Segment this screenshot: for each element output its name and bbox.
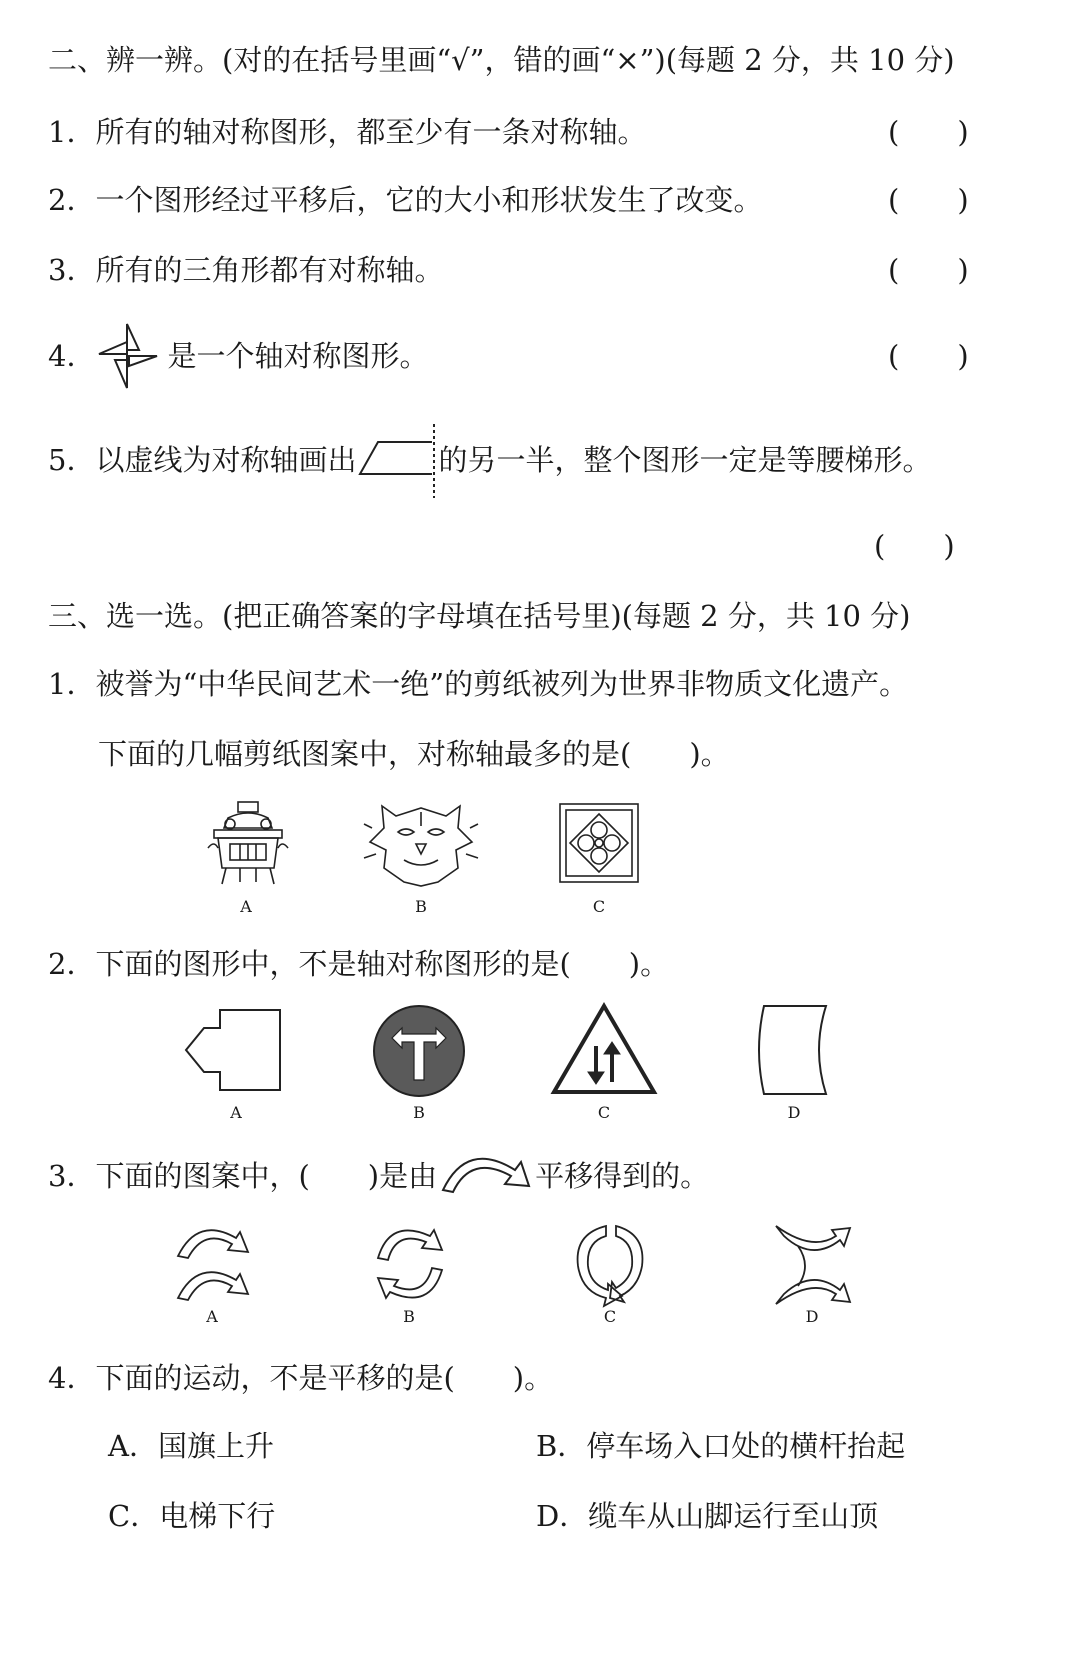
s3-q1-option-label: A [240, 897, 252, 916]
s3-q3-option-label: B [403, 1307, 415, 1326]
s3-q3-text-b: 平移得到的。 [535, 1159, 710, 1193]
curved-rectangle-shape [752, 1004, 832, 1096]
arrow-pattern-c [570, 1222, 650, 1308]
s2-q5-text-b: 的另一半，整个图形一定是等腰梯形。 [438, 443, 932, 477]
section-3-heading: 三、选一选。(把正确答案的字母填在括号里)(每题 2 分，共 10 分) [48, 599, 911, 633]
s2-q2-answer-blank[interactable]: ( ) [888, 183, 969, 217]
s3-q2-option-label: B [413, 1103, 425, 1122]
s3-q3-option-label: C [603, 1307, 617, 1326]
s3-q4-option-c: C．电梯下行 [108, 1499, 276, 1533]
s2-question-2: 2．一个图形经过平移后，它的大小和形状发生了改变。 [48, 183, 763, 217]
s3-question-1-line1: 1．被誉为“中华民间艺术一绝”的剪纸被列为世界非物质文化遗产。 [48, 667, 909, 701]
s2-question-3: 3．所有的三角形都有对称轴。 [48, 253, 444, 287]
s2-q3-answer-blank[interactable]: ( ) [888, 253, 969, 287]
section-2-heading: 二、辨一辨。(对的在括号里画“√”，错的画“×”)(每题 2 分，共 10 分) [48, 43, 955, 77]
s3-q3-text-a: 3．下面的图案中，( )是由 [48, 1159, 438, 1193]
arrow-pattern-d [772, 1222, 852, 1308]
s2-q4-answer-blank[interactable]: ( ) [888, 339, 969, 373]
s2-q5-text-a: 5．以虚线为对称轴画出 [48, 443, 357, 477]
s2-question-1: 1．所有的轴对称图形，都至少有一条对称轴。 [48, 115, 647, 149]
s3-q3-option-label: D [805, 1307, 819, 1326]
arrow-pattern-a [174, 1222, 254, 1308]
s3-q2-option-label: C [597, 1103, 611, 1122]
two-way-traffic-sign-icon [550, 1002, 658, 1096]
s3-q2-option-label: D [787, 1103, 801, 1122]
pinwheel-figure [95, 338, 167, 378]
s2-question-4 [48, 336, 428, 378]
papercut-vessel-figure [200, 798, 296, 888]
s3-q4-option-a: A．国旗上升 [108, 1429, 274, 1463]
s3-question-2: 2．下面的图形中，不是轴对称图形的是( )。 [48, 947, 670, 981]
s3-q2-option-label: A [230, 1103, 242, 1122]
papercut-square-figure [558, 802, 640, 884]
s3-question-4: 4．下面的运动，不是平移的是( )。 [48, 1361, 554, 1395]
s2-q5-answer-blank[interactable]: ( ) [874, 529, 955, 563]
arrow-pattern-b [370, 1222, 450, 1308]
s2-q1-answer-blank[interactable]: ( ) [888, 115, 969, 149]
s3-q3-option-label: A [206, 1307, 218, 1326]
s3-question-1-line2: 下面的几幅剪纸图案中，对称轴最多的是( )。 [98, 737, 730, 771]
half-trapezoid-figure [356, 442, 438, 482]
s3-q4-option-d: D．缆车从山脚运行至山顶 [536, 1499, 879, 1533]
arrow-house-shape [184, 1008, 284, 1092]
road-sign-turn-icon [372, 1004, 466, 1098]
s2-q4-number: 4． [48, 339, 96, 373]
s3-question-3 [48, 1156, 709, 1198]
s2-question-5 [48, 440, 931, 482]
papercut-tiger-figure [362, 798, 480, 888]
s3-q1-option-label: B [415, 897, 427, 916]
s3-q4-option-b: B．停车场入口处的横杆抬起 [536, 1429, 906, 1463]
curved-arrow-figure [437, 1158, 535, 1198]
s3-q1-option-label: C [592, 897, 606, 916]
s2-q4-text: 是一个轴对称图形。 [167, 339, 429, 373]
